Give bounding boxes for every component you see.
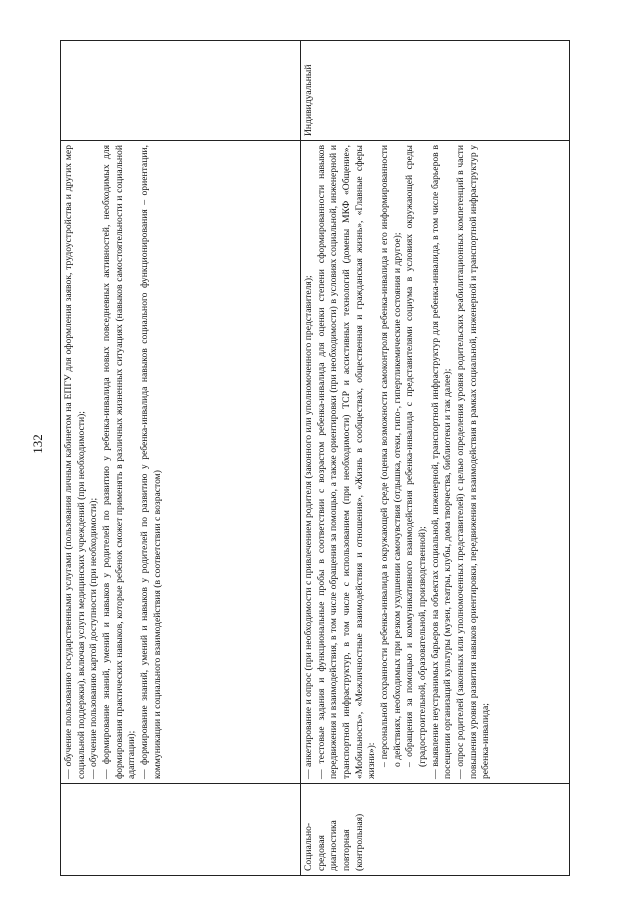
content-item: — анкетирование и опрос (при необходимости с привлечением родителя (законного или уполномоченного представителя);	[303, 275, 314, 779]
table-row	[301, 41, 570, 876]
page-number: 132	[30, 434, 45, 454]
content-item: — выявление неустранимых барьеров на объектах социальной, инженерной, транспортной инфраструктур для ребенка-инвалида, в том числе барьеров в посещении организаций культуры (музеи, театры, клубы, дома творчества, библиотеки и так далее);	[429, 145, 454, 779]
content-item: — обучение пользованию картой доступности (при необходимости);	[88, 497, 100, 779]
stage-cell: Социально-средовая диагностика повторная (контрольная)	[301, 784, 570, 876]
content-item: — обучение пользованию государственными услугами (пользования личным кабинетом на ЕПГУ для оформления заявок, трудоустройства и других мер социальной поддержки), включая услуги медицинских учреждений (при необходимости);	[63, 145, 87, 779]
content-item: — опрос родителей (законных или уполномоченных представителей) с целью определения уровня родительских реабилитационных компетенций в части повышения уровня развития навыков ориентировки, передвижения и взаимодействия в рамках социальной, инженерной и транспортной инфраструктур у ребенка-инвалида;	[454, 145, 492, 779]
content-table	[60, 40, 570, 876]
content-cell	[61, 141, 301, 784]
form-cell	[61, 41, 301, 141]
content-item: — тестовые задания и функциональные пробы в соответствии с возрастом ребенка-инвалида для оценки степени сформированности навыков передвижения и взаимодействия, в том числе обращения за помощью, а также ориентировки (при необходимости) в условиях социальной, инженерной и транспортной инфраструктур, в том числе с использованием (при необходимости) ТСР и ассистивных технологий (домены МКФ «Общение», «Мобильность», «Межличностные взаимодействия и отношения», «Жизнь в сообществах, общественная и гражданская жизнь», «Главные сферы жизни»):	[315, 145, 378, 779]
rotated-document	[60, 40, 570, 876]
content-item: — формирование знаний, умений и навыков у родителей по развитию у ребенка-инвалида новых повседневных активностей, необходимых для формирования практических навыков, которые ребенок сможет применять в различных жизненных ситуациях (навыков самостоятельности и социальной адаптации);	[100, 145, 138, 779]
content-subitem: – персональной сохранности ребенка-инвалида в окружающей среде (оценка возможности самоконтроля ребенка-инвалида и его информированности о действиях, необходимых при резком ухудшении самочувствия (отдышка, отеки, гипо-, гипергликемические состояния и другое);	[378, 145, 403, 767]
table-row	[61, 41, 301, 876]
form-cell: Индивидуальный	[301, 41, 570, 141]
content-cell	[301, 141, 570, 784]
stage-cell	[61, 784, 301, 876]
content-item: — формирование знаний, умений и навыков у родителей по развитию у ребенка-инвалида навыков социального функционирования – ориентации, коммуникации и социального взаимодействия (в соответствии с возрастом)	[138, 145, 163, 779]
content-subitem: – обращения за помощью и коммуникативного взаимодействия ребенка-инвалида с представителями социума в условиях окружающей среды (градостроительной, образовательной, производственной);	[404, 145, 428, 767]
